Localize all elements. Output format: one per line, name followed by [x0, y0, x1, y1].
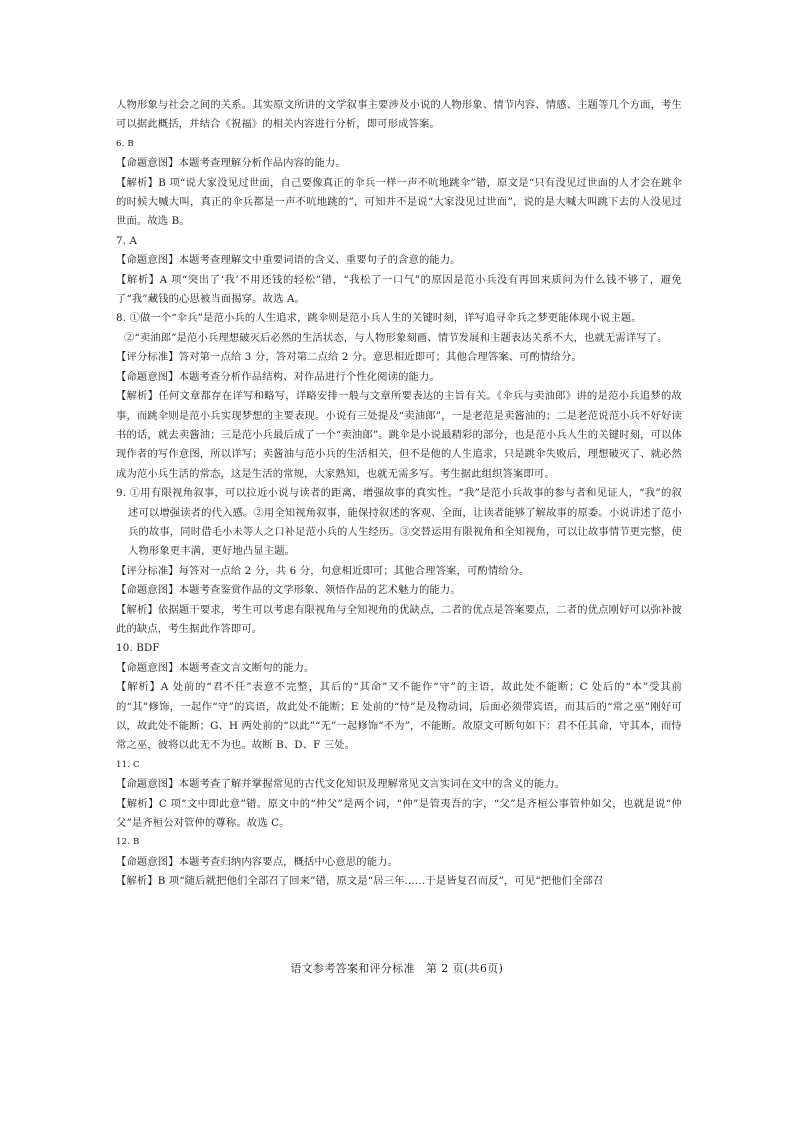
- page-footer: 语文参考答案和评分标准 第 2 页(共6页): [290, 962, 504, 975]
- answer-paragraph: 【命题意图】本题考查了解并掌握常见的古代文化知识及理解常见文言实词在文中的含义的能力。: [116, 778, 566, 791]
- answer-paragraph: 【解析】A 处前的“君不任”表意不完整，其后的“其命”又不能作“守”的主语，故此处不能断；C 处后的“本”受其前的“其”修饰，一起作“守”的宾语，故此处不能断；E 处前的“恃”是及物动词，后面必须带宾语，而其后的“常之巫”刚好可以，故此处不能断；G、H 两处前的“以此”“无”一起修饰“不为”，不能断。故原文可断句如下：君不任其命，守其本，而恃常之巫，彼将以此无不为也。故断 B、D、F 三处。: [116, 681, 682, 752]
- answer-paragraph: 【解析】B 项“说大家没见过世面，自己要像真正的伞兵一样一声不吭地跳伞”错，原文是“只有没见过世面的人才会在跳伞的时候大喊大叫，真正的伞兵都是一声不吭地跳的”，可知并不是说“大家没见过世面”，说的是大喊大叫跳下去的人没见过世面。故选 B。: [116, 176, 682, 228]
- answer-content: [116, 96, 682, 892]
- answer-paragraph: 11. C: [116, 759, 140, 770]
- answer-paragraph: 7. A: [116, 234, 138, 247]
- answer-paragraph: 【命题意图】本题考查文言文断句的能力。: [116, 661, 315, 674]
- answer-paragraph: ②“卖油郎”是范小兵理想破灭后必然的生活状态，与人物形象刻画、情节发展和主题表达关系不大，也就无需详写了。: [124, 331, 668, 344]
- answer-paragraph: 【解析】依据题干要求，考生可以考虑有限视角与全知视角的优缺点，二者的优点是答案要点，二者的优点刚好可以弥补彼此的缺点，考生据此作答即可。: [116, 603, 682, 635]
- answer-paragraph: 【评分标准】每答对一点给 2 分，共 6 分，句意相近即可；其他合理答案，可酌情给分。: [116, 564, 530, 577]
- answer-paragraph: 【评分标准】答对第一点给 3 分，答对第二点给 2 分。意思相近即可；其他合理答案、可酌情给分。: [116, 351, 582, 364]
- answer-paragraph: 6. B: [116, 138, 134, 149]
- answer-paragraph: 【命题意图】本题考查理解分析作品内容的能力。: [116, 157, 346, 170]
- answer-paragraph: 【解析】B 项“随后就把他们全部召了回来”错，原文是“居三年……于是皆复召而反”，可见“把他们全部召: [116, 875, 604, 888]
- answer-paragraph: 10. BDF: [116, 642, 160, 655]
- answer-paragraph: 人物形象与社会之间的关系。其实原文所讲的文学叙事主要涉及小说的人物形象、情节内容、情感、主题等几个方面，考生可以据此概括，并结合《祝福》的相关内容进行分析，即可形成答案。: [116, 99, 682, 131]
- answer-paragraph: 12. B: [116, 837, 140, 848]
- answer-paragraph: 【解析】C 项“文中即此意”错。原文中的“仲父”是两个词，“仲”是管夷吾的字，“父”是齐桓公事管仲如父，也就是说“仲父”是齐桓公对管仲的尊称。故选 C。: [116, 797, 682, 830]
- answer-paragraph: 9. ①用有限视角叙事，可以拉近小说与读者的距离，增强故事的真实性。“我”是范小兵故事的参与者和见证人，“我”的叙述可以增强读者的代入感。②用全知视角叙事，能保持叙述的客观、全面，让读者能够了解故事的原委。小说讲述了范小兵的故事，同时借毛小未等人之口补足范小兵的人生经历。③交替运用有限视角和全知视角，可以让故事情节更完整，使人物形象更丰满，更好地凸显主题。: [116, 487, 682, 558]
- answer-paragraph: 【命题意图】本题考查分析作品结构、对作品进行个性化阅读的能力。: [116, 370, 440, 383]
- answer-paragraph: 【命题意图】本题考查归纳内容要点，概括中心意思的能力。: [116, 855, 399, 868]
- answer-paragraph: 【解析】A 项“突出了‘我’不用还钱的轻松”错，“我松了一口气”的原因是范小兵没有再回来质问为什么钱不够了，避免了“我”藏钱的心思被当面揭穿。故选 A。: [116, 273, 682, 306]
- answer-paragraph: 【命题意图】本题考查理解文中重要词语的含义、重要句子的含意的能力。: [116, 254, 461, 267]
- answer-paragraph: 8. ①做一个“伞兵”是范小兵的人生追求，跳伞则是范小兵人生的关键时刻，详写追寻伞兵之梦更能体现小说主题。: [116, 312, 642, 325]
- answer-paragraph: 【命题意图】本题考查鉴赏作品的文学形象、领悟作品的艺术魅力的能力。: [116, 584, 461, 597]
- answer-paragraph: 【解析】任何文章都存在详写和略写，详略安排一般与文章所要表达的主旨有关。《伞兵与卖油郎》讲的是范小兵追梦的故事，而跳伞则是范小兵实现梦想的主要表现。小说有三处提及“卖油郎”，一是老范是卖酱油的；二是老范说范小兵不好好读书的话，就去卖酱油；三是范小兵最后成了一个“卖油郎”。跳伞是小说最精彩的部分，也是范小兵人生的关键时刻，可以体现作者的写作意图，所以详写；卖酱油与范小兵的生活相关，但不是他的人生追求，只是跳伞失败后，理想破灭了、就必然成为范小兵生活的常态，这是生活的常规，大家熟知，也就无需多写。考生据此组织答案即可。: [116, 390, 682, 480]
